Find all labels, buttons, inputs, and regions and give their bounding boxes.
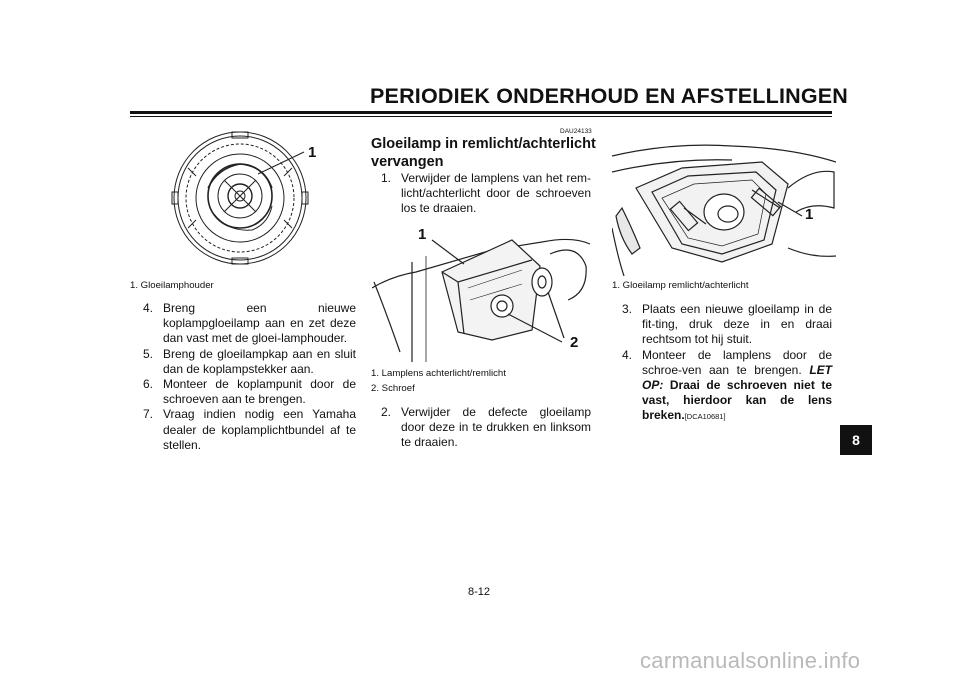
chapter-tab: 8 (840, 425, 872, 455)
step-text: Monteer de koplampunit door de schroeven aan te brengen. (163, 377, 356, 407)
list-item (143, 407, 356, 453)
section-title-line1: Gloeilamp in remlicht/achterlicht (371, 136, 596, 152)
watermark: carmanualsonline.info (640, 648, 861, 673)
figure-caption: 1. Gloeilamphouder (130, 280, 214, 291)
section-code: DAU24133 (560, 128, 592, 135)
step-text: Plaats een nieuwe gloeilamp in de fit-ting, druk deze in en draai rechtsom tot hij stuit. (642, 302, 832, 347)
figure-callout-1: 1 (805, 206, 814, 223)
step-number: 4. (143, 301, 154, 315)
tail-light-lens-illustration (372, 222, 592, 362)
list-item (381, 405, 591, 451)
figure-callout-2: 2 (570, 334, 579, 351)
figure-caption: 1. Gloeilamp remlicht/achterlicht (612, 280, 749, 291)
step-number: 2. (381, 405, 392, 419)
step-text: Vraag indien nodig een Yamaha dealer de koplamplichtbundel af te stellen. (163, 407, 356, 452)
figure-callout-1: 1 (418, 226, 427, 243)
section-title (371, 135, 596, 171)
list-item (143, 347, 356, 377)
step-number: 1. (381, 171, 392, 185)
page-number: 8-12 (468, 586, 491, 598)
list-item (381, 171, 591, 217)
page-header-title: PERIODIEK ONDERHOUD EN AFSTELLINGEN (370, 84, 849, 108)
step-number: 3. (622, 302, 633, 316)
caution-label: LET OP: (642, 362, 832, 393)
section-title-line2: vervangen (371, 154, 444, 170)
list-item (622, 348, 832, 425)
middle-step-2 (381, 405, 591, 451)
step-text: Breng de gloeilampkap aan en sluit dan de koplampstekker aan. (163, 346, 356, 376)
figure-captions (371, 366, 506, 396)
header-rule (130, 111, 832, 114)
figure-caption: 1. Lamplens achterlicht/remlicht (371, 368, 506, 379)
step-text: Verwijder de defecte gloeilamp door deze in te drukken en linksom te draaien. (401, 405, 591, 450)
list-item (143, 377, 356, 407)
step-text: Breng een nieuwe koplampgloeilamp aan en zet deze dan vast met de gloei-lamphouder. (163, 301, 356, 346)
left-steps-list (143, 301, 356, 453)
step-number: 6. (143, 377, 154, 392)
list-item (143, 301, 356, 347)
caution-text: Draai de schroeven niet te vast, hierdoor kan de lens breken. (642, 378, 833, 423)
figure-caption: 2. Schroef (371, 383, 415, 394)
caution-code: [DCA10681] (684, 412, 726, 422)
step-number: 7. (143, 407, 154, 422)
step-text: Verwijder de lamplens van het rem-licht/achterlicht door de schroeven los te draaien. (401, 171, 591, 216)
figure-callout-1: 1 (308, 144, 317, 161)
step-text-main: Monteer de lamplens door de schroe-ven aan te brengen. (642, 347, 832, 377)
tail-light-bulb-illustration (612, 128, 836, 276)
right-steps-list (622, 302, 832, 425)
step-number: 5. (143, 346, 154, 361)
step-number: 4. (622, 347, 633, 362)
headlight-bulb-holder-illustration (168, 128, 318, 273)
middle-step-1 (381, 171, 591, 217)
list-item (622, 302, 832, 348)
header-rule-thin (130, 116, 832, 117)
step-text (642, 348, 832, 425)
